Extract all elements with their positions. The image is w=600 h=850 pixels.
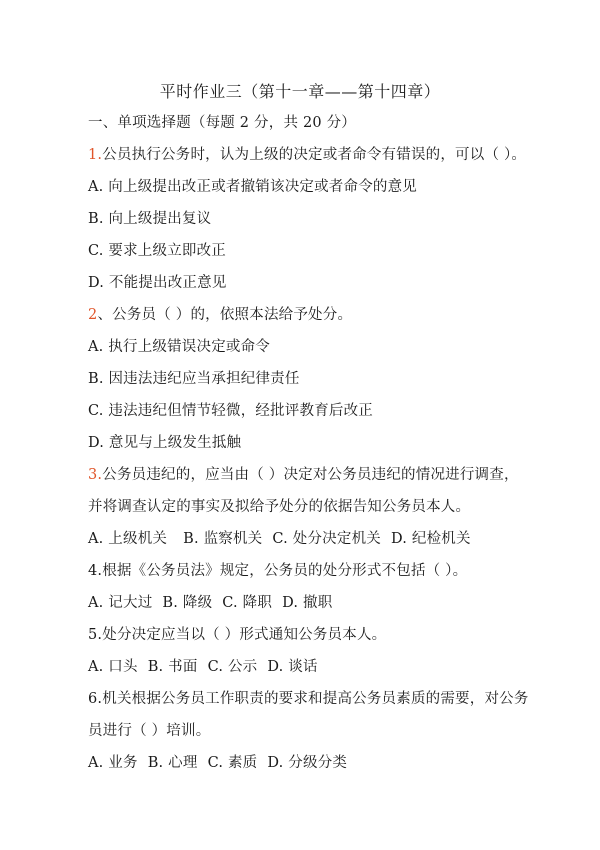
question-5-option-d: D. 谈话 — [267, 659, 318, 675]
question-3-option-a: A. 上级机关 — [88, 531, 168, 547]
question-3 — [88, 466, 519, 484]
question-6-options — [88, 754, 347, 772]
question-6-option-c: C. 素质 — [207, 755, 258, 771]
question-4-options — [88, 594, 332, 612]
question-4-text: 根据《公务员法》规定，公务员的处分形式不包括（ ）。 — [102, 563, 468, 579]
question-5-options — [88, 658, 318, 676]
question-2 — [88, 306, 352, 324]
question-5-option-c: C. 公示 — [207, 659, 258, 675]
question-3-text-line2: 并将调查认定的事实及拟给予处分的依据告知公务员本人。 — [88, 499, 471, 515]
question-2-text: 、公务员（ ）的，依照本法给予处分。 — [97, 307, 353, 323]
question-2-option-c: C. 违法违纪但情节轻微，经批评教育后改正 — [88, 403, 373, 419]
question-5 — [88, 626, 386, 644]
question-5-number: 5. — [88, 627, 103, 643]
question-1-text: 公员执行公务时，认为上级的决定或者命令有错误的，可以（ ）。 — [102, 147, 527, 163]
question-6-option-a: A. 业务 — [88, 755, 138, 771]
question-3-number: 3. — [88, 467, 103, 483]
question-3-options — [88, 530, 471, 548]
page-title: 平时作业三（第十一章——第十四章） — [159, 82, 441, 101]
question-1-option-a: A. 向上级提出改正或者撤销该决定或者命令的意见 — [88, 179, 417, 195]
question-1-number: 1. — [88, 147, 103, 163]
question-2-option-d: D. 意见与上级发生抵触 — [88, 435, 242, 451]
question-1-option-c: C. 要求上级立即改正 — [88, 243, 226, 259]
question-3-option-c: C. 处分决定机关 — [272, 531, 381, 547]
question-6-text-line2: 员进行（ ）培训。 — [88, 723, 211, 739]
question-4-number: 4. — [88, 563, 103, 579]
question-6-option-d: D. 分级分类 — [267, 755, 348, 771]
question-5-text: 处分决定应当以（ ）形式通知公务员本人。 — [102, 627, 387, 643]
question-5-option-a: A. 口头 — [88, 659, 138, 675]
question-5-option-b: B. 书面 — [147, 659, 198, 675]
question-4-option-a: A. 记大过 — [88, 595, 153, 611]
question-3-text-line1: 公务员违纪的，应当由（ ）决定对公务员违纪的情况进行调查， — [102, 467, 519, 483]
question-4-option-c: C. 降职 — [222, 595, 273, 611]
question-3-option-b: B. 监察机关 — [183, 531, 263, 547]
question-2-number: 2 — [88, 307, 98, 323]
question-4 — [88, 562, 467, 580]
question-2-option-a: A. 执行上级错误决定或命令 — [88, 339, 270, 355]
question-1-option-b: B. 向上级提出复议 — [88, 211, 212, 227]
question-4-option-b: B. 降级 — [162, 595, 213, 611]
question-1 — [88, 146, 526, 164]
question-4-option-d: D. 撤职 — [282, 595, 333, 611]
question-6-number: 6. — [88, 691, 103, 707]
question-3-option-d: D. 纪检机关 — [390, 531, 471, 547]
question-6-text-line1: 机关根据公务员工作职责的要求和提高公务员素质的需要，对公务 — [102, 691, 529, 707]
question-1-option-d: D. 不能提出改正意见 — [88, 275, 227, 291]
section-heading: 一、单项选择题（每题 2 分，共 20 分） — [88, 115, 357, 131]
question-2-option-b: B. 因违法违纪应当承担纪律责任 — [88, 371, 300, 387]
question-6 — [88, 690, 529, 708]
question-6-option-b: B. 心理 — [147, 755, 198, 771]
